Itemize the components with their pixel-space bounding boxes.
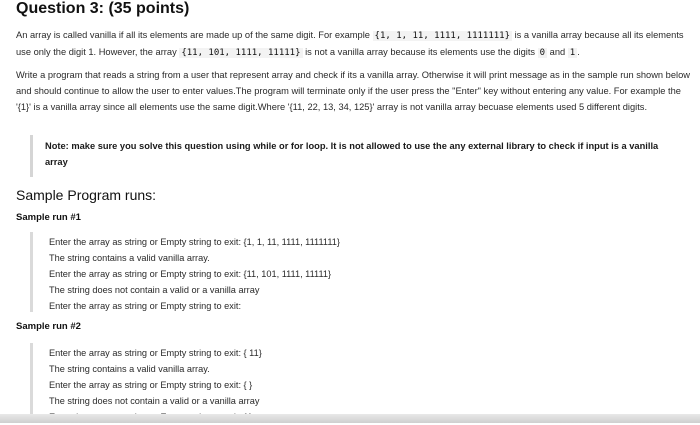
run-line: The string contains a valid vanilla array. (49, 364, 210, 374)
sample-run-1-output (30, 232, 670, 312)
code-digit-zero: 0 (539, 48, 546, 58)
code-vanilla-example: {1, 1, 11, 1111, 1111111} (374, 31, 511, 41)
run-line: Enter the array as string or Empty string to exit: {11, 101, 1111, 11111} (49, 269, 332, 279)
run-line: Enter the array as string or Empty string to exit: {1, 1, 11, 1111, 1111111} (49, 237, 340, 247)
intro-paragraph-2: Write a program that reads a string from a user that represent array and check if its a vanilla array. Otherwise it will print message as in the sample run shown below and should continue to allow the user to enter values.The program will terminate only if the user press the "Enter" key without entering any value. For example the '{1}' is a vanilla array since all elements use the same digit.Where '{11, 22, 13, 34, 125}' array is not vanilla array becuase elements used 5 different digits. (16, 70, 690, 112)
run-line: Enter the array as string or Empty string to exit: (49, 301, 241, 311)
sample-run-2-heading: Sample run #2 (16, 321, 81, 332)
run-line: Enter the array as string or Empty string to exit: { } (49, 380, 253, 390)
code-non-vanilla-example: {11, 101, 1111, 11111} (181, 48, 301, 58)
sample-run-1-heading: Sample run #1 (16, 212, 81, 223)
run-line: The string does not contain a valid or a vanilla array (49, 396, 260, 406)
intro-text: An array is called vanilla if all its elements are made up of the same digit. For example (16, 30, 373, 40)
intro-text: . (577, 47, 580, 57)
sample-run-2-output (30, 343, 670, 423)
question-title: Question 3: (35 points) (16, 0, 190, 17)
run-line: The string does not contain a valid or a vanilla array (49, 285, 260, 295)
intro-paragraph-1 (16, 27, 691, 61)
intro-text: and (547, 47, 568, 57)
note-callout (30, 135, 680, 177)
note-text: Note: make sure you solve this question using while or for loop. It is not allowed to use the any external library to check if input is a vanilla array (45, 141, 659, 167)
sample-runs-heading: Sample Program runs: (16, 187, 157, 203)
run-line: The string contains a valid vanilla array. (49, 253, 210, 263)
run-line: Enter the array as string or Empty string to exit: { 11} (49, 348, 262, 358)
code-digit-one: 1 (569, 48, 576, 58)
horizontal-scrollbar[interactable] (0, 414, 700, 423)
intro-text: is not a vanilla array because its elements use the digits (302, 47, 538, 57)
intro-text: is a vanilla array because all its elements use only the digit 1. However, the array (16, 30, 684, 57)
